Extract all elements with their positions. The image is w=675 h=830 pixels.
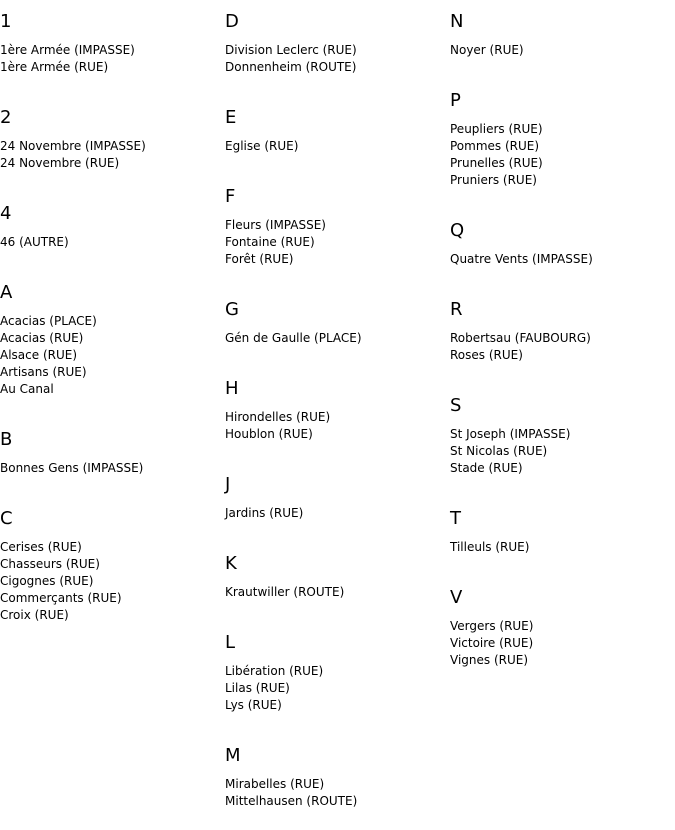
- letter-heading: F: [225, 186, 236, 207]
- street-link[interactable]: Acacias (PLACE): [0, 314, 97, 328]
- street-link[interactable]: Fleurs (IMPASSE): [225, 218, 326, 232]
- letter-heading: J: [225, 474, 231, 495]
- letter-heading: A: [0, 282, 13, 303]
- street-link[interactable]: 46 (AUTRE): [0, 235, 69, 249]
- street-link[interactable]: Lys (RUE): [225, 698, 282, 712]
- street-list: [225, 776, 445, 810]
- street-link[interactable]: Chasseurs (RUE): [0, 557, 100, 571]
- letter-group: [0, 418, 220, 477]
- letter-group: [450, 79, 670, 189]
- street-list: [450, 426, 670, 477]
- letter-group: [225, 0, 445, 76]
- letter-heading: G: [225, 299, 239, 320]
- letter-heading: 4: [0, 203, 12, 224]
- street-link[interactable]: Jardins (RUE): [225, 506, 304, 520]
- street-link[interactable]: Acacias (RUE): [0, 331, 84, 345]
- street-link[interactable]: 24 Novembre (IMPASSE): [0, 139, 146, 153]
- street-link[interactable]: Lilas (RUE): [225, 681, 290, 695]
- street-link[interactable]: Noyer (RUE): [450, 43, 524, 57]
- letter-heading: P: [450, 90, 461, 111]
- letter-group: [225, 96, 445, 155]
- letter-heading: B: [0, 429, 13, 450]
- letter-heading: H: [225, 378, 239, 399]
- street-link[interactable]: Prunelles (RUE): [450, 156, 543, 170]
- letter-group: [450, 384, 670, 477]
- letter-heading: M: [225, 745, 241, 766]
- letter-group: [225, 542, 445, 601]
- street-list: [225, 138, 445, 155]
- letter-group: [0, 271, 220, 398]
- letter-heading: T: [450, 508, 461, 529]
- letter-group: [0, 0, 220, 76]
- street-link[interactable]: Cerises (RUE): [0, 540, 82, 554]
- street-link[interactable]: Artisans (RUE): [0, 365, 87, 379]
- street-index-column-3: [450, 0, 670, 689]
- letter-group: [225, 734, 445, 810]
- street-link[interactable]: Alsace (RUE): [0, 348, 78, 362]
- letter-group: [450, 0, 670, 59]
- street-list: [0, 138, 220, 172]
- street-link[interactable]: Pruniers (RUE): [450, 173, 537, 187]
- street-link[interactable]: 1ère Armée (RUE): [0, 60, 109, 74]
- street-link[interactable]: Victoire (RUE): [450, 636, 534, 650]
- letter-heading: E: [225, 107, 237, 128]
- street-link[interactable]: 24 Novembre (RUE): [0, 156, 120, 170]
- street-list: [0, 234, 220, 251]
- street-list: [450, 42, 670, 59]
- street-link[interactable]: Libération (RUE): [225, 664, 324, 678]
- street-list: [0, 539, 220, 624]
- street-list: [225, 330, 445, 347]
- letter-group: [225, 175, 445, 268]
- street-list: [225, 217, 445, 268]
- street-link[interactable]: Mirabelles (RUE): [225, 777, 325, 791]
- street-link[interactable]: Mittelhausen (ROUTE): [225, 794, 358, 808]
- street-list: [225, 584, 445, 601]
- street-list: [450, 539, 670, 556]
- letter-group: [0, 192, 220, 251]
- street-link[interactable]: Peupliers (RUE): [450, 122, 543, 136]
- street-list: [0, 313, 220, 398]
- street-link[interactable]: Houblon (RUE): [225, 427, 313, 441]
- letter-group: [225, 621, 445, 714]
- street-link[interactable]: Krautwiller (ROUTE): [225, 585, 345, 599]
- letter-heading: S: [450, 395, 462, 416]
- letter-group: [225, 463, 445, 522]
- street-link[interactable]: Croix (RUE): [0, 608, 69, 622]
- street-link[interactable]: Vergers (RUE): [450, 619, 534, 633]
- street-link[interactable]: Donnenheim (ROUTE): [225, 60, 357, 74]
- street-list: [450, 121, 670, 189]
- letter-heading: R: [450, 299, 463, 320]
- letter-group: [450, 497, 670, 556]
- street-index-column-2: [225, 0, 445, 830]
- street-index-column-1: [0, 0, 220, 644]
- street-link[interactable]: Division Leclerc (RUE): [225, 43, 357, 57]
- street-link[interactable]: Au Canal: [0, 382, 54, 396]
- street-list: [450, 330, 670, 364]
- street-link[interactable]: Robertsau (FAUBOURG): [450, 331, 591, 345]
- letter-heading: D: [225, 11, 239, 32]
- street-link[interactable]: Vignes (RUE): [450, 653, 529, 667]
- street-link[interactable]: Gén de Gaulle (PLACE): [225, 331, 362, 345]
- street-link[interactable]: St Joseph (IMPASSE): [450, 427, 571, 441]
- letter-group: [450, 288, 670, 364]
- street-link[interactable]: Fontaine (RUE): [225, 235, 315, 249]
- street-list: [225, 505, 445, 522]
- letter-group: [0, 96, 220, 172]
- street-link[interactable]: Stade (RUE): [450, 461, 523, 475]
- street-list: [0, 460, 220, 477]
- street-link[interactable]: 1ère Armée (IMPASSE): [0, 43, 135, 57]
- letter-heading: C: [0, 508, 13, 529]
- letter-heading: Q: [450, 220, 465, 241]
- letter-heading: N: [450, 11, 464, 32]
- letter-heading: V: [450, 587, 463, 608]
- letter-group: [450, 576, 670, 669]
- letter-group: [0, 497, 220, 624]
- street-list: [225, 663, 445, 714]
- street-link[interactable]: Eglise (RUE): [225, 139, 299, 153]
- street-list: [450, 618, 670, 669]
- street-list: [225, 409, 445, 443]
- letter-heading: 2: [0, 107, 12, 128]
- street-link[interactable]: Hirondelles (RUE): [225, 410, 331, 424]
- street-link[interactable]: Roses (RUE): [450, 348, 523, 362]
- street-link[interactable]: Bonnes Gens (IMPASSE): [0, 461, 144, 475]
- letter-heading: 1: [0, 11, 12, 32]
- street-link[interactable]: Tilleuls (RUE): [450, 540, 530, 554]
- street-list: [225, 42, 445, 76]
- street-link[interactable]: St Nicolas (RUE): [450, 444, 548, 458]
- street-list: [0, 42, 220, 76]
- letter-heading: K: [225, 553, 237, 574]
- street-link[interactable]: Forêt (RUE): [225, 252, 294, 266]
- street-link[interactable]: Cigognes (RUE): [0, 574, 94, 588]
- letter-heading: L: [225, 632, 236, 653]
- letter-group: [225, 288, 445, 347]
- street-link[interactable]: Pommes (RUE): [450, 139, 540, 153]
- letter-group: [450, 209, 670, 268]
- letter-group: [225, 367, 445, 443]
- street-list: [450, 251, 670, 268]
- street-link[interactable]: Quatre Vents (IMPASSE): [450, 252, 593, 266]
- street-link[interactable]: Commerçants (RUE): [0, 591, 122, 605]
